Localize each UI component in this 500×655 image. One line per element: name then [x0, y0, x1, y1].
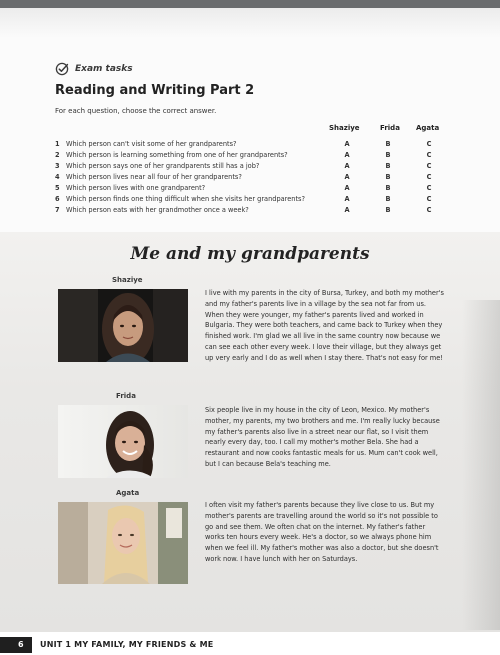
column-header-frida: Frida [380, 124, 400, 132]
photo-shaziye [58, 289, 188, 362]
question-text: Which person lives with one grandparent? [66, 184, 206, 192]
question-text: Which person finds one thing difficult when she visits her grandparents? [66, 195, 305, 203]
question-number: 2 [55, 151, 60, 159]
option-b[interactable]: B [385, 173, 391, 181]
option-b[interactable]: B [385, 195, 391, 203]
top-shadow [0, 8, 500, 38]
column-header-agata: Agata [416, 124, 440, 132]
top-band [0, 0, 500, 8]
option-c[interactable]: C [426, 184, 432, 192]
option-c[interactable]: C [426, 206, 432, 214]
option-b[interactable]: B [385, 162, 391, 170]
option-a[interactable]: A [344, 206, 350, 214]
check-circle-icon [55, 62, 69, 76]
person-name-frida: Frida [116, 392, 136, 400]
question-number: 1 [55, 140, 60, 148]
question-number: 6 [55, 195, 60, 203]
option-c[interactable]: C [426, 173, 432, 181]
option-a[interactable]: A [344, 195, 350, 203]
question-text: Which person lives near all four of her grandparents? [66, 173, 242, 181]
column-header-shaziye: Shaziye [329, 124, 360, 132]
option-c[interactable]: C [426, 162, 432, 170]
question-text: Which person is learning something from one of her grandparents? [66, 151, 288, 159]
question-text: Which person says one of her grandparents still has a job? [66, 162, 260, 170]
page-shadow [462, 300, 500, 630]
photo-frida [58, 405, 188, 478]
paragraph-agata: I often visit my father's parents because they live close to us. But my mother's parents are travelling around the world so it's not possible to go and see them. We often chat on the internet. My father's father works ten hours every week. He's a doctor, so we always phone him when we feel ill. My father's mother was also a doctor, but she doesn't work now. I have lunch with her on Saturdays. [205, 501, 439, 563]
article-title: Me and my grandparents [130, 244, 370, 264]
question-number: 7 [55, 206, 60, 214]
option-c[interactable]: C [426, 151, 432, 159]
person-name-shaziye: Shaziye [112, 276, 143, 284]
option-b[interactable]: B [385, 151, 391, 159]
option-a[interactable]: A [344, 140, 350, 148]
option-b[interactable]: B [385, 184, 391, 192]
paragraph-frida: Six people live in my house in the city of Leon, Mexico. My mother's mother, my parents, my two brothers and me. I'm really lucky because my father's parents also live in a street near our flat, so I visit them nearly every day, too. I call my mother's mother Bela. She had a restaurant and now cooks fantastic meals for us. Mum can't cook well, but I can because Bela's teaching me. [205, 406, 440, 468]
option-b[interactable]: B [385, 140, 391, 148]
unit-label: UNIT 1 MY FAMILY, MY FRIENDS & ME [40, 640, 214, 649]
page-number-box [0, 637, 32, 653]
paragraph-shaziye: I live with my parents in the city of Bursa, Turkey, and both my mother's and my father's parents live in a village by the sea not far from us. When they were younger, my father's parents lived and worked in Bulgaria. They were both teachers, and came back to Turkey when they finished work. I'm glad we all live in the same country now because we can see each other every week. I love their village, but they always get up very early and I do as well when I stay there. That's not easy for me! [205, 289, 444, 362]
option-a[interactable]: A [344, 173, 350, 181]
option-a[interactable]: A [344, 184, 350, 192]
option-a[interactable]: A [344, 151, 350, 159]
option-c[interactable]: C [426, 140, 432, 148]
photo-agata [58, 502, 188, 584]
question-text: Which person eats with her grandmother once a week? [66, 206, 249, 214]
question-number: 4 [55, 173, 60, 181]
section-title: Reading and Writing Part 2 [55, 83, 255, 98]
instruction: For each question, choose the correct answer. [55, 107, 217, 115]
question-number: 3 [55, 162, 60, 170]
person-name-agata: Agata [116, 489, 140, 497]
page-number: 6 [18, 640, 24, 649]
option-a[interactable]: A [344, 162, 350, 170]
option-c[interactable]: C [426, 195, 432, 203]
option-b[interactable]: B [385, 206, 391, 214]
exam-tasks-label: Exam tasks [75, 64, 133, 74]
question-number: 5 [55, 184, 60, 192]
exam-tasks-header [55, 62, 133, 76]
question-text: Which person can't visit some of her grandparents? [66, 140, 237, 148]
